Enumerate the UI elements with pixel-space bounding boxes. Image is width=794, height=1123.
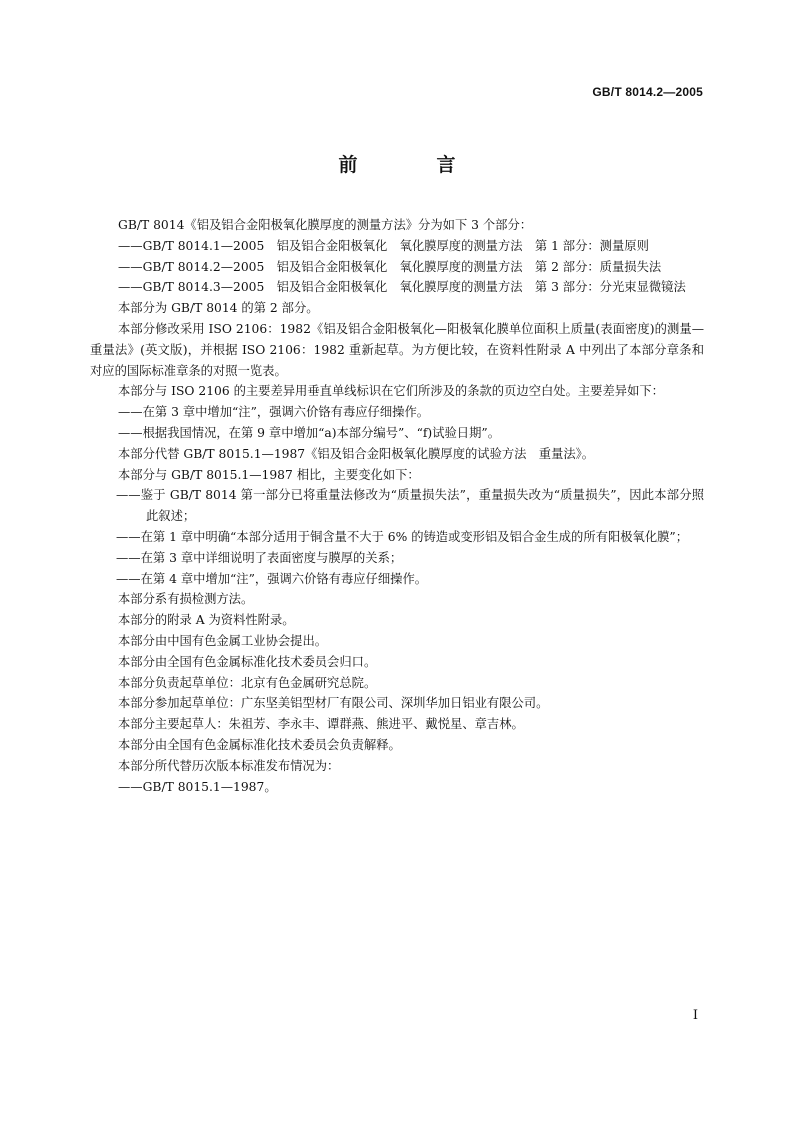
list-item: ——在第 4 章中增加“注”，强调六价铬有毒应仔细操作。 [116, 571, 428, 586]
paragraph: 本部分修改采用 ISO 2106：1982《铝及铝合金阳极氧化—阳极氧化膜单位面积上质量(表面密度)的测量—重量法》(英文版)，并根据 ISO 2106：1982 重新起草。为方便比较，在资料性附录 A 中列出了本部分章条和对应的国际标准章条的对照一览表。 [90, 321, 704, 378]
paragraph: ——GB/T 8014.3—2005 铝及铝合金阳极氧化 氧化膜厚度的测量方法 第 3 部分：分光束显微镜法 [118, 280, 686, 295]
paragraph: 本部分由全国有色金属标准化技术委员会负责解释。 [118, 737, 401, 752]
paragraph: 本部分为 GB/T 8014 的第 2 部分。 [118, 301, 319, 316]
list-item: ——在第 1 章中明确“本部分适用于铜含量不大于 6% 的铸造或变形铝及铝合金生成的所有阳极氧化膜”； [116, 529, 689, 544]
paragraph: 本部分系有损检测方法。 [118, 592, 254, 607]
paragraph: 本部分由中国有色金属工业协会提出。 [118, 633, 328, 648]
paragraph: ——在第 3 章中增加“注”，强调六价铬有毒应仔细操作。 [118, 405, 430, 420]
paragraph: ——根据我国情况，在第 9 章中增加“a)本部分编号”、“f)试验日期”。 [118, 425, 500, 440]
paragraph: GB/T 8014《铝及铝合金阳极氧化膜厚度的测量方法》分为如下 3 个部分： [118, 218, 533, 232]
paragraph: 本部分主要起草人：朱祖芳、李永丰、谭群燕、熊进平、戴悦星、章吉林。 [118, 717, 524, 732]
paragraph: ——GB/T 8014.1—2005 铝及铝合金阳极氧化 氧化膜厚度的测量方法 第 1 部分：测量原则 [118, 238, 649, 253]
standard-code: GB/T 8014.2—2005 [592, 85, 703, 99]
paragraph: 本部分与 ISO 2106 的主要差异用垂直单线标识在它们所涉及的条款的页边空白处。主要差异如下： [118, 384, 664, 399]
paragraph: 本部分参加起草单位：广东坚美铝型材厂有限公司、深圳华加日铝业有限公司。 [118, 696, 549, 711]
paragraph: ——GB/T 8015.1—1987。 [118, 779, 277, 794]
paragraph: ——GB/T 8014.2—2005 铝及铝合金阳极氧化 氧化膜厚度的测量方法 第 2 部分：质量损失法 [118, 259, 662, 274]
list-item: ——鉴于 GB/T 8014 第一部分已将重量法修改为“质量损失法”，重量损失改为“质量损失”，因此本部分照此叙述； [116, 488, 704, 524]
page-number: I [692, 1008, 698, 1023]
paragraph: 本部分的附录 A 为资料性附录。 [118, 613, 295, 628]
page-title: 前 言 [338, 154, 486, 176]
list-item: ——在第 3 章中详细说明了表面密度与膜厚的关系； [116, 550, 403, 565]
foreword-body [90, 215, 704, 797]
paragraph: 本部分负责起草单位：北京有色金属研究总院。 [118, 675, 377, 690]
paragraph: 本部分代替 GB/T 8015.1—1987《铝及铝合金阳极氧化膜厚度的试验方法 重量法》。 [118, 446, 595, 461]
paragraph: 本部分与 GB/T 8015.1—1987 相比，主要变化如下： [118, 467, 420, 482]
paragraph: 本部分所代替历次版本标准发布情况为： [118, 758, 340, 773]
paragraph: 本部分由全国有色金属标准化技术委员会归口。 [118, 654, 377, 669]
